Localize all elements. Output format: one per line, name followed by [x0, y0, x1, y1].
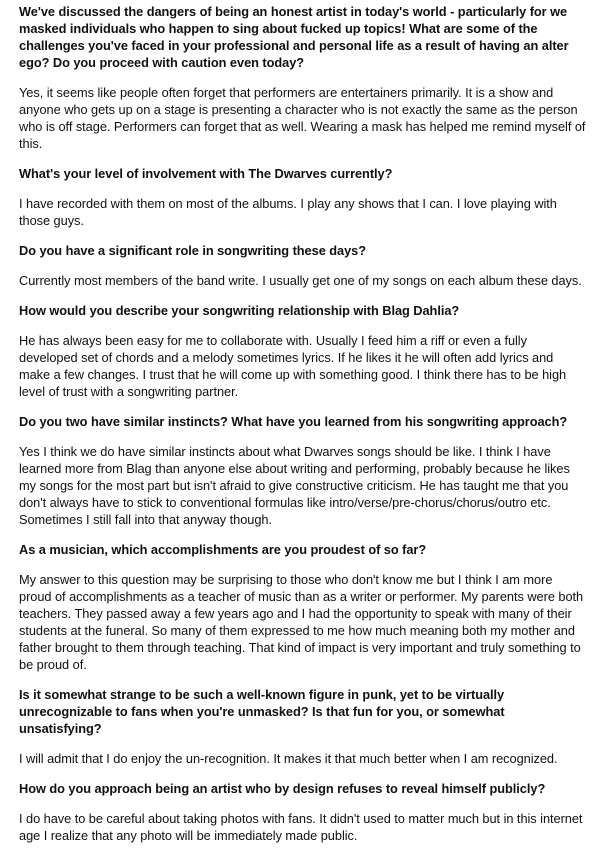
answer-7: I will admit that I do enjoy the un-recognition. It makes it that much better when I am recognized. [19, 751, 558, 766]
answer-5: Yes I think we do have similar instincts about what Dwarves songs should be like. I think I have learned more from Blag than anyone else about writing and performing, probably because he likes my songs for the most part but isn't afraid to give constructive criticism. He has taught me that you don't always have to stick to conventional formulas like intro/verse/pre-chorus/chorus/outro etc. Sometimes I still fall into that anyway though. [19, 444, 570, 527]
question-1: We've discussed the dangers of being an honest artist in today's world - particularly for we masked individuals who happen to sing about fucked up topics! What are some of the challenges you've faced in your professional and personal life as a result of having an alter ego? Do you proceed with caution even today? [19, 4, 569, 70]
question-3: Do you have a significant role in songwriting these days? [19, 243, 366, 258]
question-6: As a musician, which accomplishments are you proudest of so far? [19, 542, 427, 557]
question-2: What's your level of involvement with The Dwarves currently? [19, 166, 393, 181]
answer-4: He has always been easy for me to collaborate with. Usually I feed him a riff or even a fully developed set of chords and a melody sometimes lyrics. If he likes it he will often add lyrics and make a few changes. I trust that he will come up with something good. I think there has to be high level of trust with a songwriting partner. [19, 333, 567, 399]
question-7: Is it somewhat strange to be such a well-known figure in punk, yet to be virtually unrecognizable to fans when you're unmasked? Is that fun for you, or somewhat unsatisfying? [19, 687, 505, 736]
answer-6: My answer to this question may be surprising to those who don't know me but I think I am more proud of accomplishments as a teacher of music than as a writer or performer. My parents were both teachers. They passed away a few years ago and I had the opportunity to speak with many of their students at the funeral. So many of them expressed to me how much meaning both my mother and father brought to them through teaching. That kind of impact is very important and truly something to be proud of. [19, 572, 584, 672]
answer-2: I have recorded with them on most of the albums. I play any shows that I can. I love playing with those guys. [19, 196, 557, 228]
answer-8: I do have to be careful about taking photos with fans. It didn't used to matter much but in this internet age I realize that any photo will be immediately made public. [19, 811, 583, 843]
question-5: Do you two have similar instincts? What have you learned from his songwriting approach? [19, 414, 568, 429]
answer-1: Yes, it seems like people often forget that performers are entertainers primarily. It is a show and anyone who gets up on a stage is presenting a character who is not exactly the same as the person who is off stage. Performers can forget that as well. Wearing a mask has helped me remind myself of this. [19, 85, 586, 151]
answer-3: Currently most members of the band write. I usually get one of my songs on each album these days. [19, 273, 582, 288]
question-8: How do you approach being an artist who by design refuses to reveal himself publicly? [19, 781, 546, 796]
question-4: How would you describe your songwriting relationship with Blag Dahlia? [19, 303, 460, 318]
